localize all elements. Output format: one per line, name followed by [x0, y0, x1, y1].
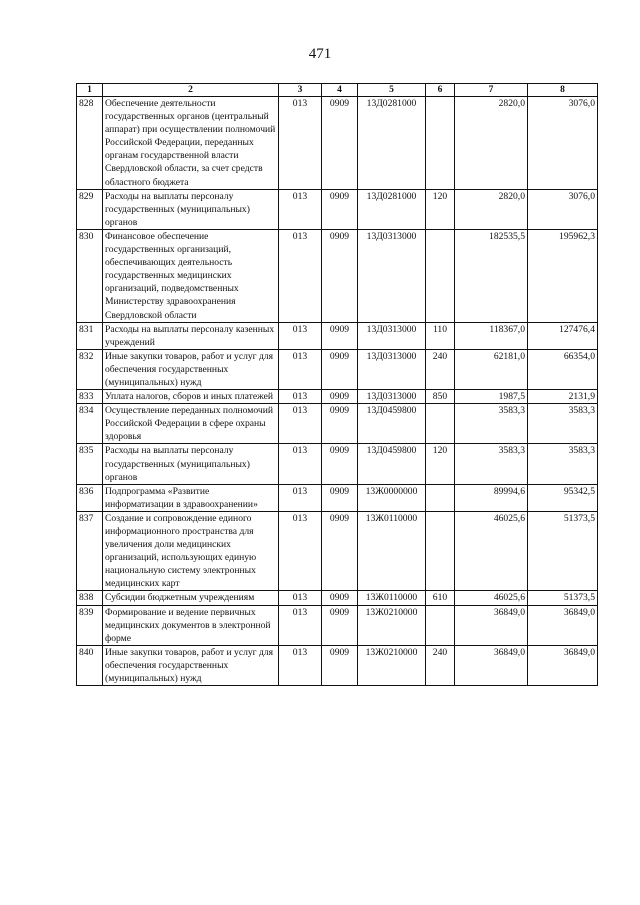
table-row: [77, 605, 598, 645]
expense-name: Финансовое обеспечение государственных организаций, обеспечивающих деятельность государственных медицинских организаций, подведомственных Министерству здравоохранения Свердловской области: [103, 229, 279, 322]
column-header: 2: [103, 84, 279, 97]
column-header: 6: [426, 84, 455, 97]
row-number: 830: [77, 229, 103, 322]
row-number: 829: [77, 189, 103, 229]
table-row: [77, 511, 598, 591]
expense-name: Расходы на выплаты персоналу государственных (муниципальных) органов: [103, 189, 279, 229]
expense-type-code: [426, 229, 455, 322]
column-header: 8: [528, 84, 598, 97]
row-number: 839: [77, 605, 103, 645]
column-header: 4: [322, 84, 358, 97]
section-code: 0909: [322, 484, 358, 511]
column-header: 1: [77, 84, 103, 97]
target-code: 13Ж0000000: [358, 484, 426, 511]
expense-name: Создание и сопровождение единого информационного пространства для увеличения доли медицинских организаций, использующих единую национальную систему электронных медицинских карт: [103, 511, 279, 591]
amount-year-1: 3583,3: [455, 404, 528, 444]
amount-year-2: 127476,4: [528, 322, 598, 349]
expense-name: Иные закупки товаров, работ и услуг для обеспечения государственных (муниципальных) нужд: [103, 349, 279, 389]
amount-year-1: 62181,0: [455, 349, 528, 389]
table-row: [77, 404, 598, 444]
expense-name: Подпрограмма «Развитие информатизации в здравоохранении»: [103, 484, 279, 511]
expense-type-code: [426, 404, 455, 444]
row-number: 834: [77, 404, 103, 444]
expense-name: Уплата налогов, сборов и иных платежей: [103, 390, 279, 404]
target-code: 13Ж0210000: [358, 605, 426, 645]
expense-name: Обеспечение деятельности государственных органов (центральный аппарат) при осуществлении полномочий Российской Федерации, переданных органам государственной власти Свердловской области, за счет средств областного бюджета: [103, 97, 279, 190]
ministry-code: 013: [279, 349, 322, 389]
ministry-code: 013: [279, 444, 322, 484]
section-code: 0909: [322, 97, 358, 190]
expense-type-code: [426, 484, 455, 511]
row-number: 832: [77, 349, 103, 389]
expense-type-code: 120: [426, 444, 455, 484]
section-code: 0909: [322, 444, 358, 484]
expense-name: Иные закупки товаров, работ и услуг для обеспечения государственных (муниципальных) нужд: [103, 645, 279, 685]
expense-type-code: [426, 605, 455, 645]
target-code: 13Д0281000: [358, 189, 426, 229]
section-code: 0909: [322, 189, 358, 229]
target-code: 13Д0313000: [358, 390, 426, 404]
target-code: 13Д0313000: [358, 349, 426, 389]
target-code: 13Д0313000: [358, 229, 426, 322]
column-header: 3: [279, 84, 322, 97]
amount-year-1: 1987,5: [455, 390, 528, 404]
section-code: 0909: [322, 645, 358, 685]
ministry-code: 013: [279, 591, 322, 605]
ministry-code: 013: [279, 484, 322, 511]
expense-name: Субсидии бюджетным учреждениям: [103, 591, 279, 605]
ministry-code: 013: [279, 189, 322, 229]
column-header: 5: [358, 84, 426, 97]
ministry-code: 013: [279, 605, 322, 645]
amount-year-1: 2820,0: [455, 97, 528, 190]
row-number: 835: [77, 444, 103, 484]
table-body: [77, 97, 598, 686]
ministry-code: 013: [279, 511, 322, 591]
expense-name: Расходы на выплаты персоналу казенных учреждений: [103, 322, 279, 349]
amount-year-1: 36849,0: [455, 645, 528, 685]
ministry-code: 013: [279, 229, 322, 322]
target-code: 13Ж0110000: [358, 591, 426, 605]
section-code: 0909: [322, 229, 358, 322]
amount-year-2: 195962,3: [528, 229, 598, 322]
amount-year-1: 89994,6: [455, 484, 528, 511]
row-number: 837: [77, 511, 103, 591]
expense-type-code: 120: [426, 189, 455, 229]
expense-name: Расходы на выплаты персоналу государственных (муниципальных) органов: [103, 444, 279, 484]
section-code: 0909: [322, 591, 358, 605]
amount-year-1: 2820,0: [455, 189, 528, 229]
expense-type-code: [426, 511, 455, 591]
row-number: 833: [77, 390, 103, 404]
amount-year-2: 95342,5: [528, 484, 598, 511]
expense-name: Формирование и ведение первичных медицинских документов в электронной форме: [103, 605, 279, 645]
expense-type-code: 850: [426, 390, 455, 404]
table-row: [77, 444, 598, 484]
table-row: [77, 189, 598, 229]
ministry-code: 013: [279, 645, 322, 685]
amount-year-2: 66354,0: [528, 349, 598, 389]
target-code: 13Д0281000: [358, 97, 426, 190]
budget-table: [76, 83, 598, 686]
row-number: 838: [77, 591, 103, 605]
column-header: 7: [455, 84, 528, 97]
table-row: [77, 322, 598, 349]
amount-year-1: 182535,5: [455, 229, 528, 322]
table-row: [77, 591, 598, 605]
section-code: 0909: [322, 404, 358, 444]
target-code: 13Ж0110000: [358, 511, 426, 591]
section-code: 0909: [322, 390, 358, 404]
section-code: 0909: [322, 322, 358, 349]
target-code: 13Д0459800: [358, 404, 426, 444]
row-number: 831: [77, 322, 103, 349]
target-code: 13Ж0210000: [358, 645, 426, 685]
amount-year-2: 36849,0: [528, 645, 598, 685]
expense-type-code: 110: [426, 322, 455, 349]
table-row: [77, 349, 598, 389]
amount-year-2: 3076,0: [528, 97, 598, 190]
table-row: [77, 645, 598, 685]
target-code: 13Д0313000: [358, 322, 426, 349]
table-header-row: [77, 84, 598, 97]
amount-year-2: 3583,3: [528, 404, 598, 444]
section-code: 0909: [322, 349, 358, 389]
expense-type-code: 240: [426, 349, 455, 389]
row-number: 836: [77, 484, 103, 511]
table-row: [77, 229, 598, 322]
target-code: 13Д0459800: [358, 444, 426, 484]
section-code: 0909: [322, 605, 358, 645]
expense-name: Осуществление переданных полномочий Российской Федерации в сфере охраны здоровья: [103, 404, 279, 444]
table-row: [77, 97, 598, 190]
ministry-code: 013: [279, 322, 322, 349]
amount-year-1: 46025,6: [455, 511, 528, 591]
row-number: 840: [77, 645, 103, 685]
amount-year-1: 3583,3: [455, 444, 528, 484]
ministry-code: 013: [279, 390, 322, 404]
expense-type-code: 610: [426, 591, 455, 605]
amount-year-2: 51373,5: [528, 591, 598, 605]
amount-year-2: 51373,5: [528, 511, 598, 591]
amount-year-1: 36849,0: [455, 605, 528, 645]
page-number: 471: [308, 46, 332, 62]
amount-year-2: 3583,3: [528, 444, 598, 484]
table-row: [77, 390, 598, 404]
expense-type-code: [426, 97, 455, 190]
row-number: 828: [77, 97, 103, 190]
amount-year-1: 46025,6: [455, 591, 528, 605]
ministry-code: 013: [279, 97, 322, 190]
amount-year-2: 2131,9: [528, 390, 598, 404]
section-code: 0909: [322, 511, 358, 591]
ministry-code: 013: [279, 404, 322, 444]
amount-year-1: 118367,0: [455, 322, 528, 349]
amount-year-2: 36849,0: [528, 605, 598, 645]
table-row: [77, 484, 598, 511]
amount-year-2: 3076,0: [528, 189, 598, 229]
expense-type-code: 240: [426, 645, 455, 685]
